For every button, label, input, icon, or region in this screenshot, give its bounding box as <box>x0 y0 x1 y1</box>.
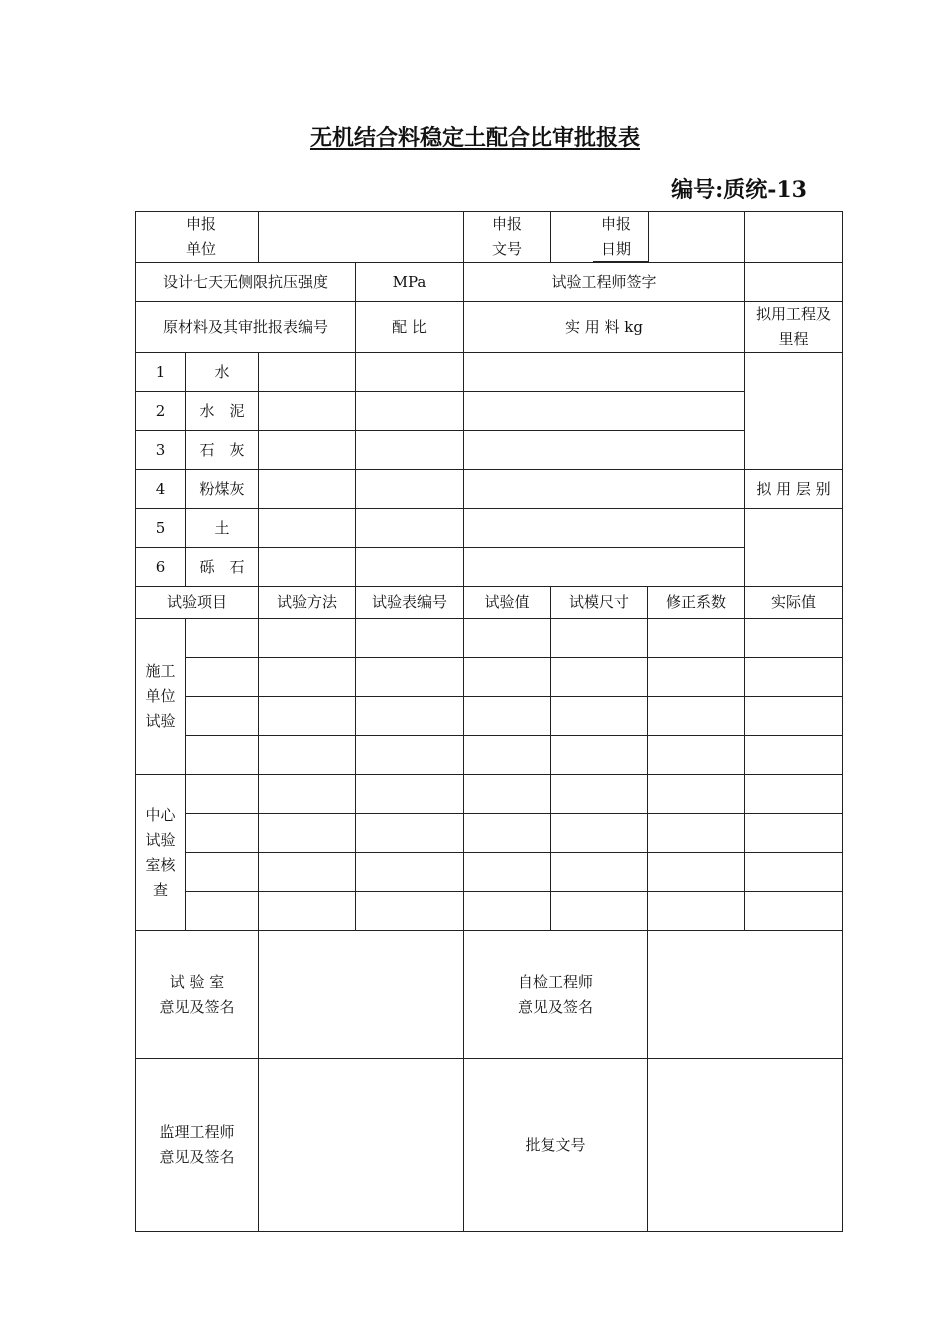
material-source-cell[interactable] <box>259 392 356 431</box>
test-cell[interactable] <box>186 736 259 775</box>
material-no: 2 <box>136 392 186 431</box>
check-cell[interactable] <box>186 853 259 892</box>
test-cell[interactable] <box>464 736 551 775</box>
check-cell[interactable] <box>648 775 745 814</box>
ratio-header: 配 比 <box>356 302 464 353</box>
check-cell[interactable] <box>259 775 356 814</box>
test-cell[interactable] <box>259 736 356 775</box>
material-actual-cell[interactable] <box>464 392 745 431</box>
doc-no-label: 申报 文号 <box>464 212 551 263</box>
applicant-field[interactable] <box>259 212 464 263</box>
approval-form-table <box>135 211 843 1232</box>
date-field[interactable] <box>745 212 843 263</box>
material-source-header: 原材料及其审批报表编号 <box>136 302 356 353</box>
material-name: 土 <box>186 509 259 548</box>
check-cell[interactable] <box>745 775 843 814</box>
date-label: 申报 日期 <box>593 211 649 262</box>
test-cell[interactable] <box>259 697 356 736</box>
test-item-header: 试验项目 <box>136 587 259 619</box>
test-cell[interactable] <box>464 619 551 658</box>
test-cell[interactable] <box>356 736 464 775</box>
check-cell[interactable] <box>464 853 551 892</box>
test-cell[interactable] <box>551 736 648 775</box>
material-ratio-cell[interactable] <box>356 470 464 509</box>
test-cell[interactable] <box>186 619 259 658</box>
test-cell[interactable] <box>648 736 745 775</box>
check-cell[interactable] <box>356 853 464 892</box>
self-check-label: 自检工程师 意见及签名 <box>464 931 648 1059</box>
check-cell[interactable] <box>356 814 464 853</box>
test-cell[interactable] <box>745 658 843 697</box>
test-cell[interactable] <box>551 619 648 658</box>
contractor-test-label: 施工 单位 试验 <box>136 619 186 775</box>
material-source-cell[interactable] <box>259 431 356 470</box>
test-method-header: 试验方法 <box>259 587 356 619</box>
applicant-label: 申报 单位 <box>136 212 259 263</box>
check-cell[interactable] <box>259 892 356 931</box>
material-no: 6 <box>136 548 186 587</box>
check-cell[interactable] <box>259 814 356 853</box>
check-cell[interactable] <box>356 892 464 931</box>
lab-opinion-label: 试 验 室 意见及签名 <box>136 931 259 1059</box>
material-no: 3 <box>136 431 186 470</box>
test-cell[interactable] <box>551 697 648 736</box>
check-cell[interactable] <box>186 892 259 931</box>
approval-no-label: 批复文号 <box>464 1059 648 1232</box>
material-name: 水 泥 <box>186 392 259 431</box>
material-source-cell[interactable] <box>259 548 356 587</box>
test-cell[interactable] <box>186 697 259 736</box>
test-cell[interactable] <box>186 658 259 697</box>
check-cell[interactable] <box>259 853 356 892</box>
check-cell[interactable] <box>464 892 551 931</box>
document-code: 编号:质统-13 <box>671 177 807 203</box>
test-cell[interactable] <box>464 697 551 736</box>
strength-label: 设计七天无侧限抗压强度 <box>136 263 356 302</box>
mold-size-header: 试模尺寸 <box>551 587 648 619</box>
supervisor-label: 监理工程师 意见及签名 <box>136 1059 259 1232</box>
check-cell[interactable] <box>745 892 843 931</box>
check-cell[interactable] <box>551 814 648 853</box>
actual-material-header: 实 用 料 kg <box>464 302 745 353</box>
material-actual-cell[interactable] <box>464 509 745 548</box>
material-name: 水 <box>186 353 259 392</box>
material-source-cell[interactable] <box>259 509 356 548</box>
check-cell[interactable] <box>186 775 259 814</box>
material-ratio-cell[interactable] <box>356 353 464 392</box>
check-cell[interactable] <box>648 853 745 892</box>
test-value-header: 试验值 <box>464 587 551 619</box>
check-cell[interactable] <box>551 853 648 892</box>
engineer-signature-field[interactable] <box>745 263 843 302</box>
test-cell[interactable] <box>648 697 745 736</box>
center-lab-check-label: 中心 试验 室核 查 <box>136 775 186 931</box>
check-cell[interactable] <box>745 814 843 853</box>
project-header: 拟用工程及里程 <box>745 302 843 353</box>
correction-factor-header: 修正系数 <box>648 587 745 619</box>
test-cell[interactable] <box>648 658 745 697</box>
layer-field[interactable] <box>745 509 843 587</box>
test-cell[interactable] <box>551 658 648 697</box>
material-name: 石 灰 <box>186 431 259 470</box>
check-cell[interactable] <box>356 775 464 814</box>
test-cell[interactable] <box>356 658 464 697</box>
material-name: 砾 石 <box>186 548 259 587</box>
material-ratio-cell[interactable] <box>356 431 464 470</box>
material-actual-cell[interactable] <box>464 431 745 470</box>
document-title: 无机结合料稳定土配合比审批报表 <box>309 125 640 151</box>
test-cell[interactable] <box>356 619 464 658</box>
strength-unit[interactable]: MPa <box>356 263 464 302</box>
material-ratio-cell[interactable] <box>356 392 464 431</box>
layer-label: 拟 用 层 别 <box>745 470 843 509</box>
check-cell[interactable] <box>551 892 648 931</box>
material-source-cell[interactable] <box>259 470 356 509</box>
test-sheet-header: 试验表编号 <box>356 587 464 619</box>
check-cell[interactable] <box>745 853 843 892</box>
actual-value-header: 实际值 <box>745 587 843 619</box>
material-no: 4 <box>136 470 186 509</box>
check-cell[interactable] <box>648 892 745 931</box>
test-cell[interactable] <box>745 619 843 658</box>
approval-no-field[interactable] <box>648 1059 843 1232</box>
test-cell[interactable] <box>648 619 745 658</box>
material-name: 粉煤灰 <box>186 470 259 509</box>
test-cell[interactable] <box>745 697 843 736</box>
lab-opinion-field[interactable] <box>259 931 464 1059</box>
supervisor-field[interactable] <box>259 1059 464 1232</box>
test-cell[interactable] <box>259 619 356 658</box>
test-cell[interactable] <box>745 736 843 775</box>
material-ratio-cell[interactable] <box>356 509 464 548</box>
self-check-field[interactable] <box>648 931 843 1059</box>
check-cell[interactable] <box>464 775 551 814</box>
check-cell[interactable] <box>464 814 551 853</box>
test-cell[interactable] <box>464 658 551 697</box>
material-actual-cell[interactable] <box>464 470 745 509</box>
material-source-cell[interactable] <box>259 353 356 392</box>
material-no: 5 <box>136 509 186 548</box>
check-cell[interactable] <box>551 775 648 814</box>
check-cell[interactable] <box>186 814 259 853</box>
test-cell[interactable] <box>356 697 464 736</box>
material-no: 1 <box>136 353 186 392</box>
material-actual-cell[interactable] <box>464 353 745 392</box>
test-cell[interactable] <box>259 658 356 697</box>
project-field[interactable] <box>745 353 843 470</box>
check-cell[interactable] <box>648 814 745 853</box>
material-ratio-cell[interactable] <box>356 548 464 587</box>
material-actual-cell[interactable] <box>464 548 745 587</box>
engineer-signature-label: 试验工程师签字 <box>464 263 745 302</box>
